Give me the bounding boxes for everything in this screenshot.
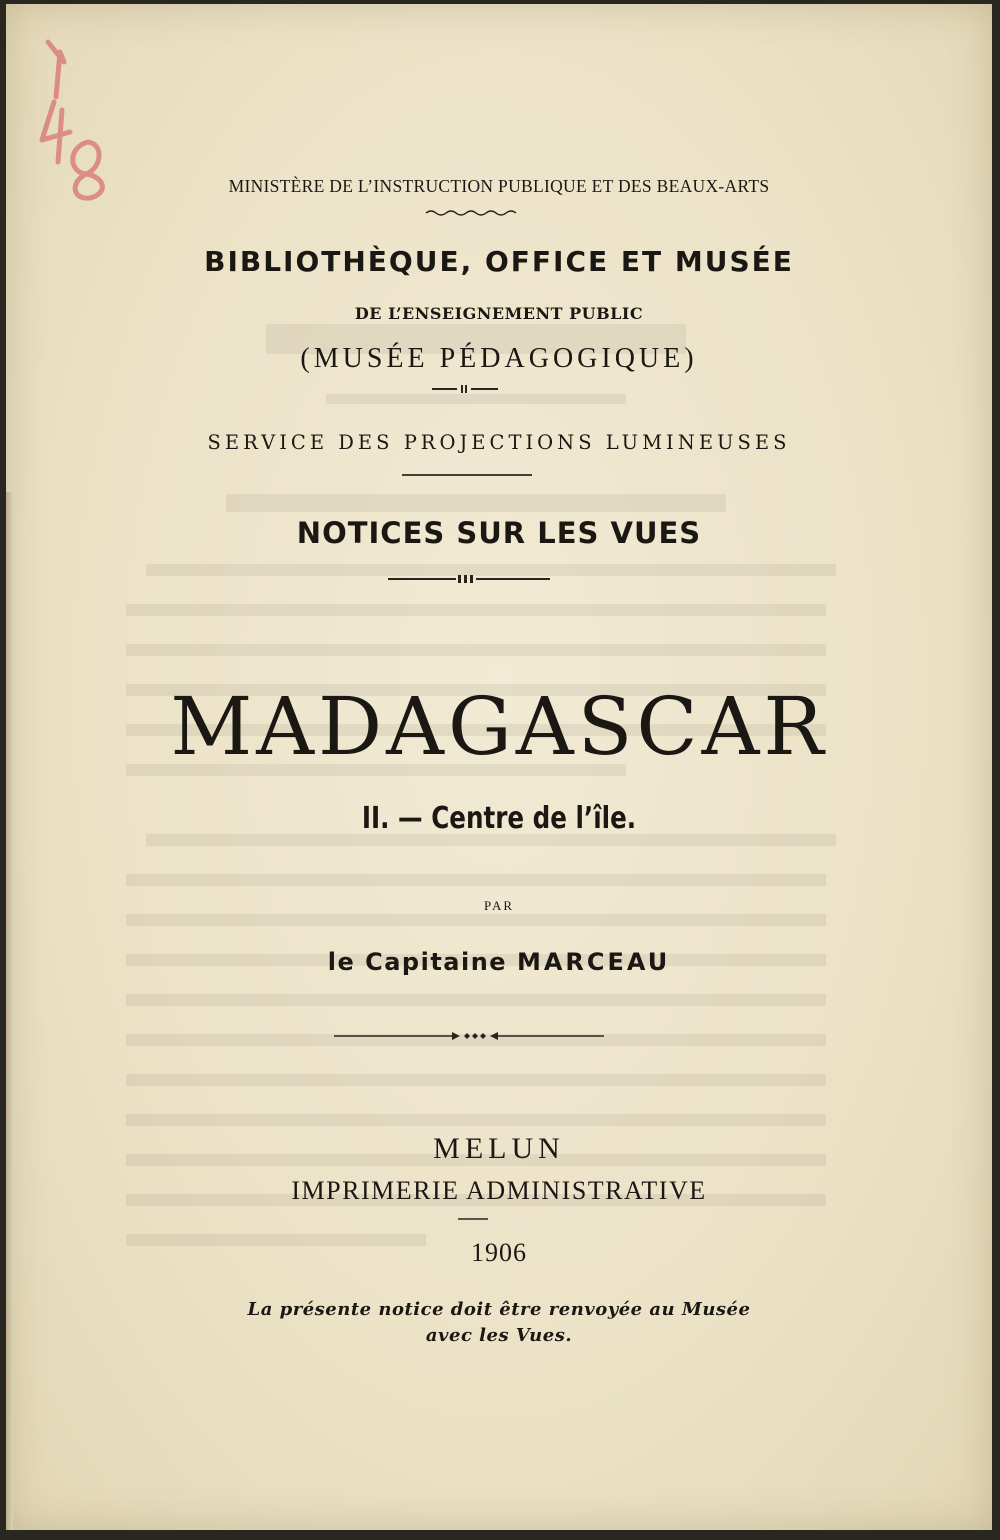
service-line: SERVICE DES PROJECTIONS LUMINEUSES [207,431,791,454]
handwritten-number-text [6,4,8,5]
byline-par: PAR [483,898,515,913]
section-rule-ornament [388,573,550,585]
byline-rule-ornament [334,1030,604,1042]
document-title: MADAGASCAR [170,680,828,773]
imprint-city: MELUN [433,1132,565,1165]
imprint-printer: IMPRIMERIE ADMINISTRATIVE [291,1176,707,1205]
page-fold-shadow [6,492,13,1530]
imprint-dash [458,1217,488,1221]
institution-alt-name: (MUSÉE PÉDAGOGIQUE) [300,343,698,374]
imprint-year: 1906 [471,1238,527,1267]
section-title: NOTICES SUR LES VUES [296,516,702,550]
author-name: MARCEAU [516,948,671,976]
small-rule-ornament [430,384,500,394]
document-page [6,4,992,1530]
institution-subtitle: DE L’ENSEIGNEMENT PUBLIC [354,304,644,323]
author-line [6,948,992,976]
return-note-line-1: La présente notice doit être renvoyée au Musée [247,1299,751,1320]
ministry-line: MINISTÈRE DE L’INSTRUCTION PUBLIQUE ET DES BEAUX-ARTS [228,176,770,196]
wavy-rule-ornament [424,208,518,218]
document-subtitle: II. — Centre de l’île. [361,801,637,836]
author-prefix: le Capitaine [327,948,508,976]
divider-rule [402,472,532,478]
institution-title: BIBLIOTHÈQUE, OFFICE ET MUSÉE [204,245,794,278]
return-note-line-2: avec les Vues. [425,1325,573,1346]
